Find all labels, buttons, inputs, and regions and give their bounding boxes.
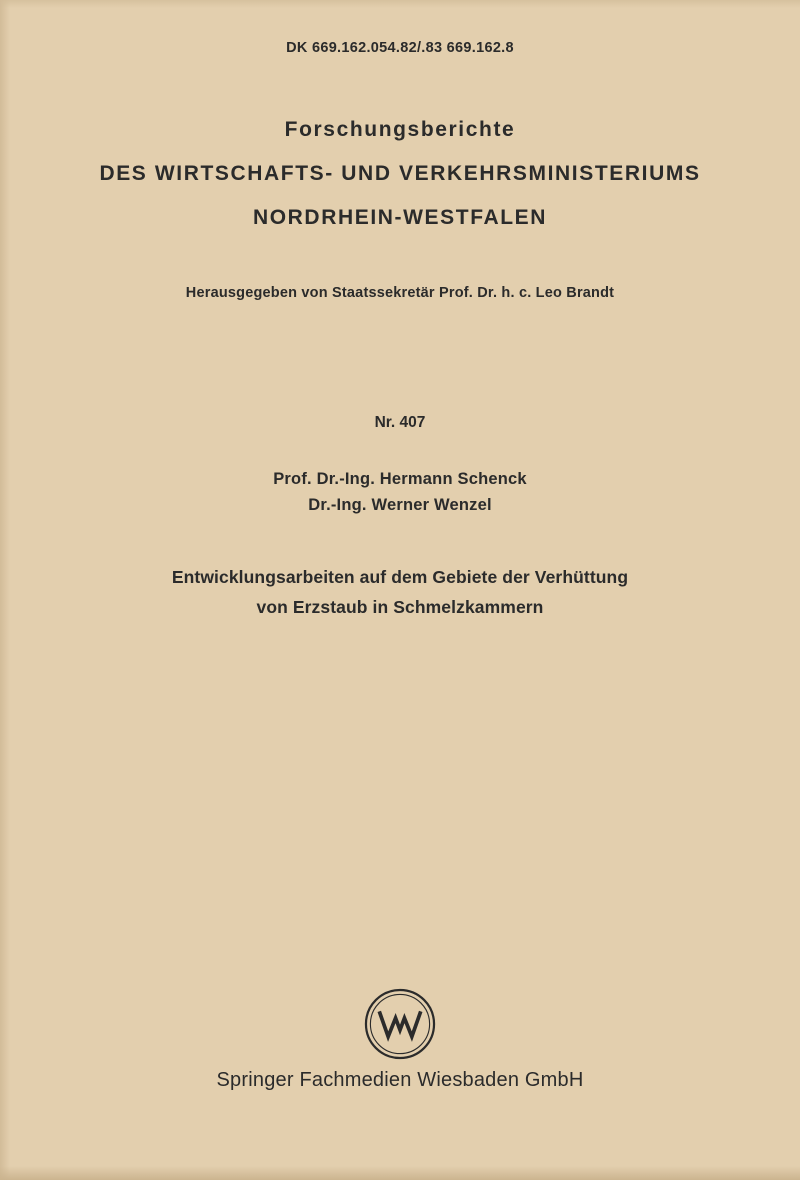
page-edge-bottom-shading [0,1166,800,1180]
series-title-line-2: DES WIRTSCHAFTS- UND VERKEHRSMINISTERIUMS [99,162,701,185]
editor-line: Herausgegeben von Staatssekretär Prof. Dr. h. c. Leo Brandt [185,285,615,301]
issue-number: Nr. 407 [374,414,426,431]
report-title [0,567,800,618]
dk-classification-line: DK 669.162.054.82/.83 669.162.8 [286,40,514,56]
series-title-line-3: NORDRHEIN-WESTFALEN [252,206,548,229]
page-edge-top-shading [0,0,800,8]
series-title-line-1: Forschungsberichte [284,118,516,141]
report-title-line-1: Entwicklungsarbeiten auf dem Gebiete der Verhüttung [171,567,629,587]
author-1: Prof. Dr.-Ing. Hermann Schenck [273,470,527,488]
report-title-line-2: von Erzstaub in Schmelzkammern [256,597,544,617]
vieweg-westdeutscher-verlag-logo-icon [363,987,437,1061]
author-2: Dr.-Ing. Werner Wenzel [308,496,492,514]
publisher-name: Springer Fachmedien Wiesbaden GmbH [216,1069,584,1091]
author-list [0,470,800,515]
publisher-block [0,987,800,1092]
series-title [0,118,800,230]
